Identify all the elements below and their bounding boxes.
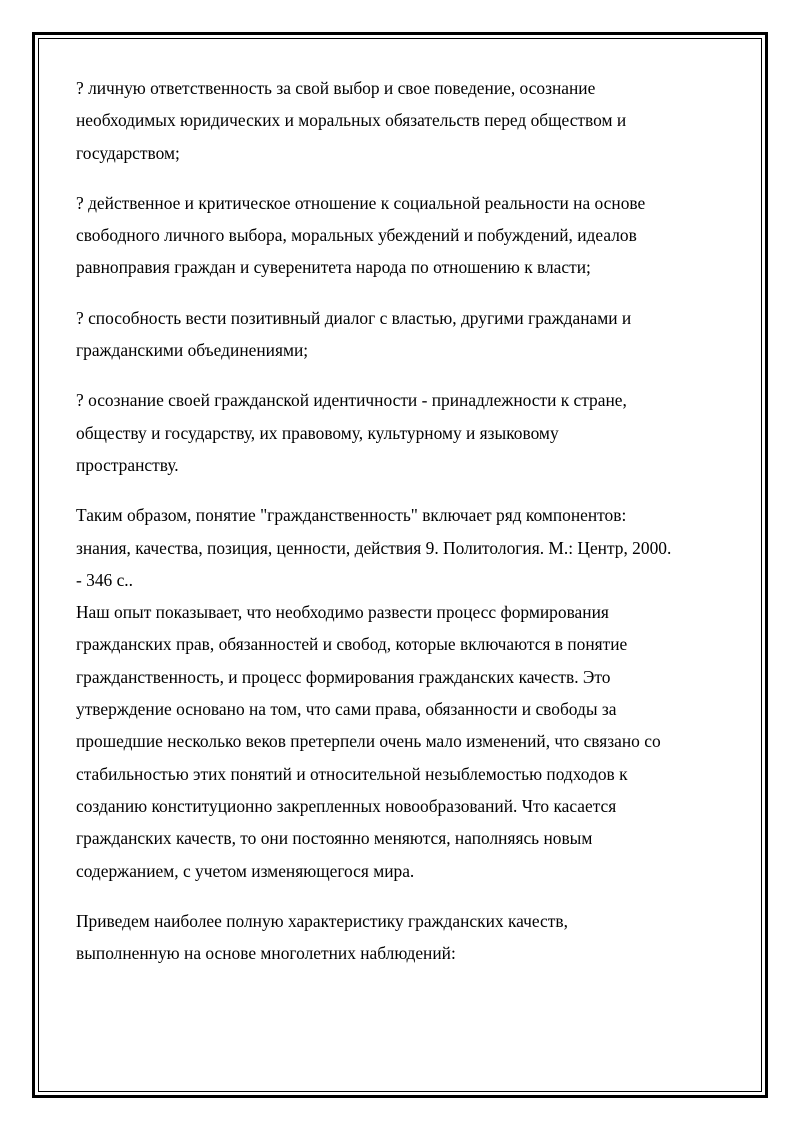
document-body [76, 72, 726, 987]
paragraph-citizenship-components: Таким образом, понятие "гражданственность" включает ряд компонентов: знания, качества, позиция, ценности, действия 9. Политология. М.: Центр, 2000. - 346 с.. [76, 505, 672, 590]
paragraph-civic-identity: ? осознание своей гражданской идентичности - принадлежности к стране, обществу и государству, их правовому, культурному и языковому пространству. [76, 390, 627, 475]
paragraph-critical-attitude: ? действенное и критическое отношение к социальной реальности на основе свободного личного выбора, моральных убеждений и побуждений, идеалов равноправия граждан и суверенитета народа по отношению к власти; [76, 192, 646, 278]
paragraph-our-experience: Наш опыт показывает, что необходимо развести процесс формирования гражданских прав, обязанностей и свобод, которые включаются в понятие гражданственность, и процесс формирования гражданских качеств. Это утверждение основано на том, что сами права, обязанности и свободы за прошедшие несколько веков претерпели очень мало изменений, что связано со стабильностью этих понятий и относительной незыблемостью подходов к созданию конституционно закрепленных новообразований. Что касается гражданских качеств, то они постоянно меняются, наполняясь новым содержанием, с учетом изменяющегося мира. [76, 602, 661, 881]
paragraph-civic-qualities-intro: Приведем наиболее полную характеристику гражданских качеств, выполненную на основе многолетних наблюдений: [76, 910, 568, 964]
paragraph-personal-responsibility: ? личную ответственность за свой выбор и свое поведение, осознание необходимых юридических и моральных обязательств перед обществом и государством; [76, 78, 627, 163]
paragraph-dialogue-ability: ? способность вести позитивный диалог с властью, другими гражданами и гражданскими объединениями; [76, 307, 632, 361]
